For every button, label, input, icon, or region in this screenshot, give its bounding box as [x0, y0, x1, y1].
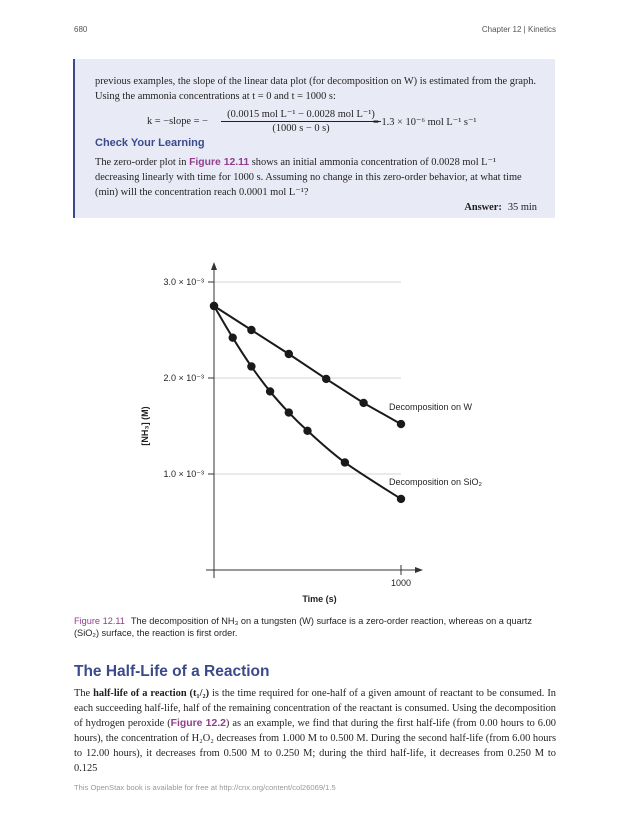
formula-lhs: k = −slope = − — [147, 116, 208, 127]
answer-value: 35 min — [507, 202, 537, 213]
y-axis-arrow — [211, 262, 217, 270]
footer-text: This OpenStax book is available for free at http://cnx.org/content/col26069/1.5 — [74, 783, 336, 792]
page-number: 680 — [74, 25, 88, 34]
data-point-w — [359, 399, 367, 407]
series-label: Decomposition on W — [389, 402, 473, 413]
data-point-sio2 — [397, 495, 405, 503]
figure-caption-text: The decomposition of NH₃ on a tungsten (W) surface is a zero-order reaction, whereas on a quartz (SiO₂) surface, the reaction is first order. — [74, 616, 532, 638]
series-line-w — [214, 306, 401, 424]
data-point-w — [285, 350, 293, 358]
data-series — [210, 302, 405, 503]
formula-fraction — [221, 108, 381, 134]
data-point-w — [397, 420, 405, 428]
data-point-sio2 — [210, 302, 218, 310]
y-tick-label: 2.0 × 10⁻³ — [163, 373, 204, 383]
body-paragraph — [74, 686, 556, 776]
figure-caption — [74, 615, 554, 639]
paragraph-middle: is the time required for one-half of a given amount of reactant to be consumed. In each succeeding half-life, half of the remaining concentration of the reactant is consumed. Using the decomposition of hydrogen peroxide ( — [74, 688, 556, 729]
chart-labels — [140, 277, 483, 604]
data-point-sio2 — [229, 333, 237, 341]
answer-line — [464, 202, 537, 213]
axes — [206, 262, 423, 578]
half-life-term: half-life of a reaction (t₁/₂) — [93, 688, 210, 699]
chapter-header: Chapter 12 | Kinetics — [481, 25, 556, 34]
section-title: The Half-Life of a Reaction — [74, 663, 270, 680]
gridlines — [214, 282, 401, 474]
formula-numerator: (0.0015 mol L⁻¹ − 0.0028 mol L⁻¹) — [221, 108, 381, 122]
exercise-text — [95, 155, 540, 200]
data-point-sio2 — [341, 458, 349, 466]
figure-12-11-link[interactable]: Figure 12.11 — [189, 157, 250, 168]
data-point-sio2 — [285, 408, 293, 416]
data-point-w — [247, 326, 255, 334]
example-box — [73, 59, 555, 218]
data-point-sio2 — [247, 362, 255, 370]
x-axis-arrow — [415, 567, 423, 573]
data-point-w — [322, 375, 330, 383]
series-label: Decomposition on SiO₂ — [389, 476, 483, 487]
formula-rhs: = 1.3 × 10⁻⁶ mol L⁻¹ s⁻¹ — [373, 117, 477, 128]
paragraph-start: The — [74, 688, 91, 699]
paragraph-end: ) as an example, we find that during the first half-life (from 0.00 hours to 6.00 hours), the concentration of H₂O₂ decreases from 1.000 M to 0.500 M. During the second half-life (from 6.00 hours to 12.00 hours), it decreases from 0.500 M to 0.250 M; during the third half-life, it decreases from 0.250 M to 0.125 — [74, 718, 556, 774]
series-line-sio2 — [214, 306, 401, 499]
answer-label: Answer: — [464, 202, 502, 213]
exercise-text-end: shows an initial ammonia concentration of 0.0028 mol L⁻¹ decreasing linearly with time for 1000 s. Assuming no change in this zero-order behavior, at what time (min) will the concentration reach 0.0001 mol L⁻¹? — [95, 157, 522, 198]
x-tick-label: 1000 — [390, 578, 412, 588]
data-point-sio2 — [266, 387, 274, 395]
check-your-learning-heading: Check Your Learning — [95, 137, 205, 149]
data-point-sio2 — [303, 427, 311, 435]
exercise-text-start: The zero-order plot in — [95, 157, 187, 168]
formula-denominator: (1000 s − 0 s) — [272, 123, 330, 134]
x-axis-label: Time (s) — [302, 594, 337, 604]
y-axis-label: [NH₃] (M) — [140, 406, 150, 446]
y-tick-label: 3.0 × 10⁻³ — [163, 277, 204, 287]
nh3-decomposition-chart — [0, 250, 630, 615]
figure-12-2-link[interactable]: Figure 12.2 — [170, 718, 226, 729]
example-intro-text: previous examples, the slope of the linear data plot (for decomposition on W) is estimated from the graph. Using the ammonia concentrations at t = 0 and t = 1000 s: — [95, 76, 537, 102]
y-tick-label: 1.0 × 10⁻³ — [163, 469, 204, 479]
figure-caption-label: Figure 12.11 — [74, 616, 125, 626]
